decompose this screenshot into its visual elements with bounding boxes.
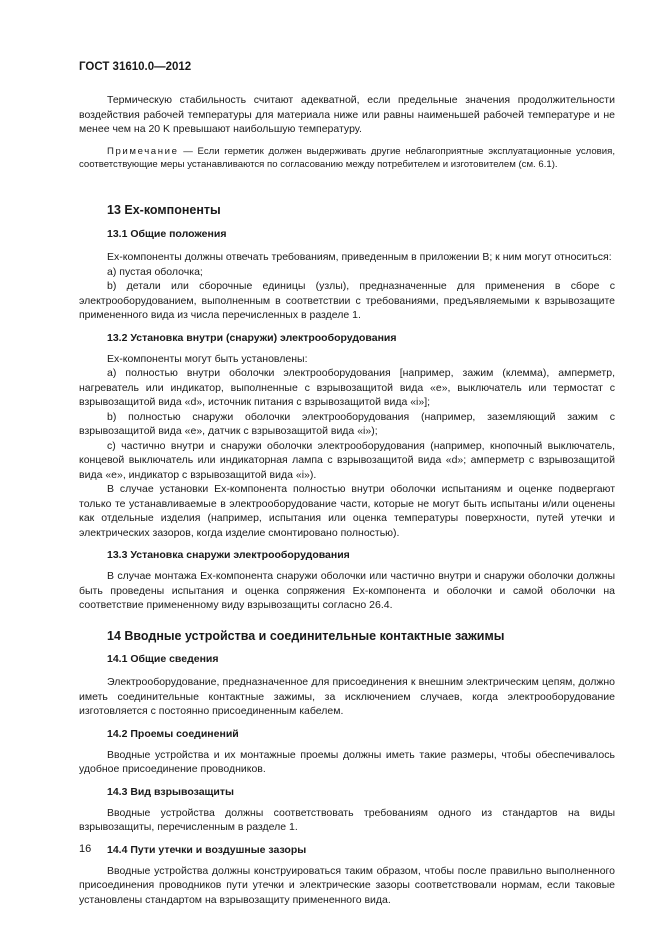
section-13-2-item-c: с) частично внутри и снаружи оболочки электрооборудования (например, кнопочный выключатель, концевой выключатель или индикаторная лампа с взрывозащитой вида «d»; амперметр с взрывозащитой вида «е», индикатор с взрывозащитой вида «i»).	[79, 439, 615, 481]
section-13-2-para-2: В случае установки Ex-компонента полностью внутри оболочки испытаниям и оценке подвергают только те устанавливаемые в электрооборудование части, которые не могут быть испытаны и/или оценены как отдельные изделия (например, испытания или оценка температуры поверхности, путей утечки и электрических зазоров, когда изделие смонтировано полностью).	[79, 483, 615, 539]
page-content	[79, 93, 615, 907]
section-14-1-para: Электрооборудование, предназначенное для присоединения к внешним электрическим цепям, должно иметь соединительные контактные зажимы, за исключением случаев, когда электрооборудование изготовляется с постоянно присоединенным кабелем.	[79, 676, 615, 717]
note-text: — Если герметик должен выдерживать другие неблагоприятные эксплуатационные условия, соответствующие меры устанавливаются по согласованию между потребителем и изготовителем (см. 6.1).	[79, 145, 615, 170]
section-13-2-para: Ex-компоненты могут быть установлены:	[107, 352, 308, 365]
section-14-2-para: Вводные устройства и их монтажные проемы должны иметь такие размеры, чтобы обеспечивалось удобное присоединение проводников.	[79, 748, 615, 775]
section-13-2-title: 13.2 Установка внутри (снаружи) электрооборудования	[107, 331, 397, 344]
note-paragraph	[79, 145, 615, 171]
section-14-4-para: Вводные устройства должны конструироваться таким образом, чтобы после правильно выполненного присоединения проводников пути утечки и электрические зазоры соответствовали нормам, если таковые установлены стандартом на взрывозащиту примененного вида.	[79, 864, 615, 906]
section-14-1-title: 14.1 Общие сведения	[107, 653, 219, 665]
section-13-1-title: 13.1 Общие положения	[107, 228, 227, 240]
section-14-3-title: 14.3 Вид взрывозащиты	[107, 785, 234, 798]
section-13-3-para: В случае монтажа Ex-компонента снаружи оболочки или частично внутри и снаружи оболочки должны быть проведены испытания и оценка сопряжения Ex-компонента и оболочки и самой оболочки на соответствие примененному виду взрывозащиты согласно 26.4.	[79, 570, 615, 611]
section-13-1-item-a: а) пустая оболочка;	[107, 265, 203, 278]
section-14-3-para: Вводные устройства должны соответствовать требованиям одного из стандартов на виды взрывозащиты, перечисленным в разделе 1.	[79, 806, 615, 833]
document-header: ГОСТ 31610.0—2012	[79, 61, 192, 73]
section-13-1-para: Ex-компоненты должны отвечать требованиям, приведенным в приложении В; к ним могут относиться:	[107, 251, 612, 263]
section-13-title: 13 Ex-компоненты	[107, 202, 221, 217]
page-number: 16	[79, 843, 92, 855]
section-14-4-title: 14.4 Пути утечки и воздушные зазоры	[107, 843, 307, 856]
section-13-2-item-a: а) полностью внутри оболочки электрооборудования [например, зажим (клемма), амперметр, нагреватель или индикатор, выполненные с взрывозащитой вида «е», выключатель или термостат с взрывозащитой вида «d», источник питания с взрывозащитой вида «i»];	[79, 367, 615, 408]
note-label: Примечание	[107, 145, 179, 157]
section-13-3-title: 13.3 Установка снаружи электрооборудования	[107, 549, 350, 561]
section-13-2-item-b: b) полностью снаружи оболочки электрооборудования (например, заземляющий зажим с взрывозащитой вида «е», датчик с взрывозащитой вида «i»);	[79, 410, 615, 437]
section-14-title: 14 Вводные устройства и соединительные контактные зажимы	[107, 628, 505, 643]
section-13-1-item-b: b) детали или сборочные единицы (узлы), предназначенные для применения в сборе с электрооборудованием, выполненным в соответствии с требованиями, предъявляемыми к взрывозащите примененного вида из числа перечисленных в разделе 1.	[79, 280, 615, 321]
section-14-2-title: 14.2 Проемы соединений	[107, 727, 239, 740]
intro-paragraph: Термическую стабильность считают адекватной, если предельные значения продолжительности воздействия рабочей температуры для материала ниже или равны наименьшей рабочей температуре и не менее чем на 20 K превышают наибольшую температуру.	[79, 94, 615, 135]
